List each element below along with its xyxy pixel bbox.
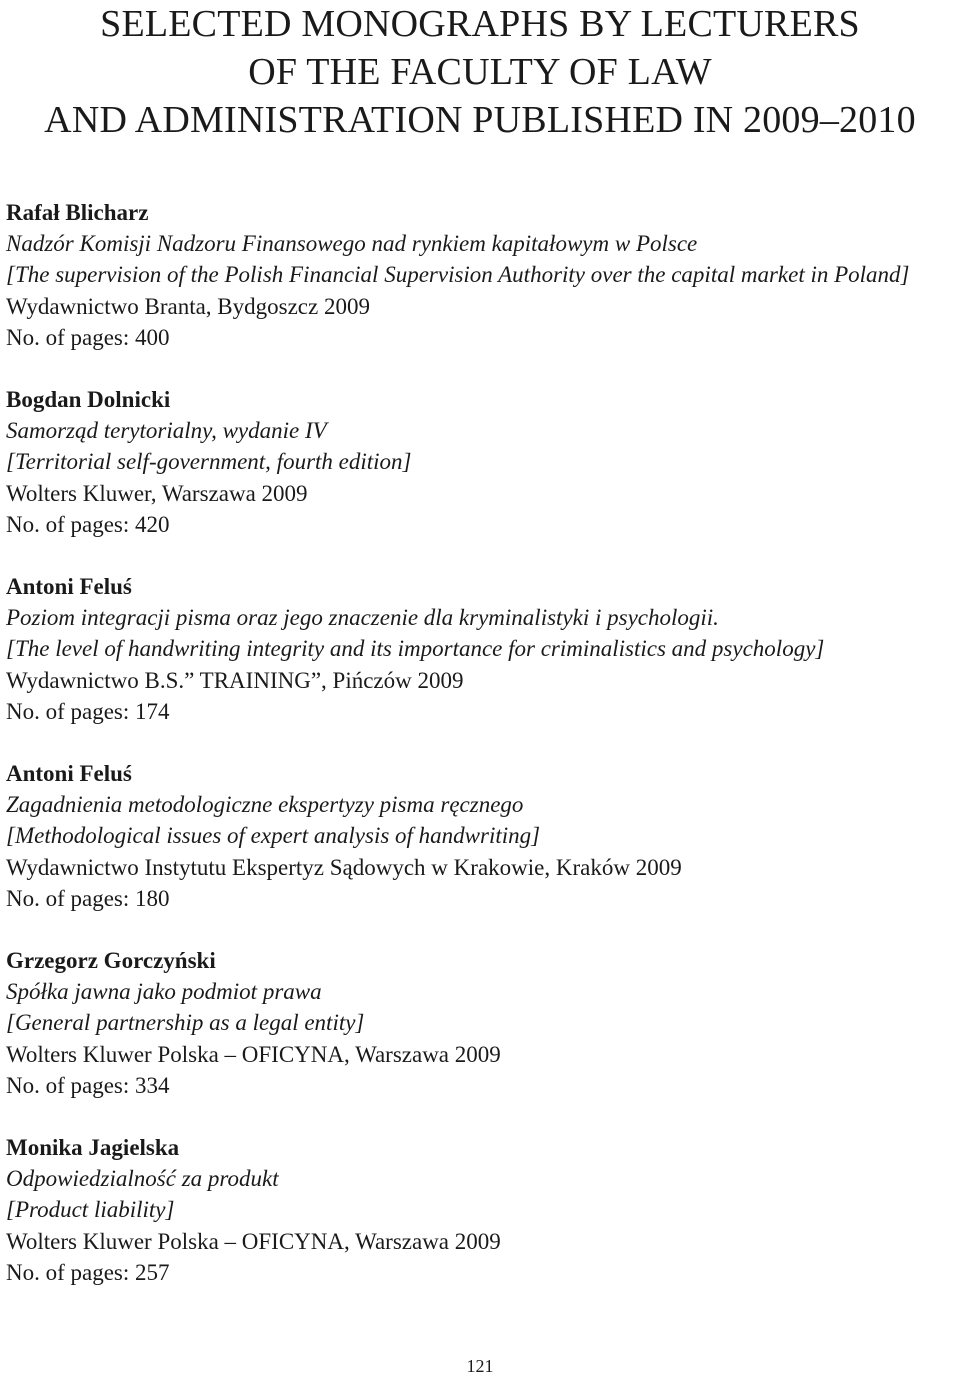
- entry-title-polish: Poziom integracji pisma oraz jego znaczenie dla kryminalistyki i psychologii.: [6, 605, 719, 631]
- entry-title-english: [The level of handwriting integrity and its importance for criminalistics and psychology]: [6, 636, 825, 662]
- entry-title-english: [Territorial self-government, fourth edition]: [6, 449, 412, 475]
- monograph-entry: [6, 758, 956, 914]
- entry-publisher: Wydawnictwo Branta, Bydgoszcz 2009: [6, 293, 370, 319]
- entry-publisher: Wydawnictwo Instytutu Ekspertyz Sądowych w Krakowie, Kraków 2009: [6, 854, 682, 880]
- monograph-entry: [6, 945, 956, 1101]
- entry-author: Grzegorz Gorczyński: [6, 948, 216, 974]
- entry-author: Bogdan Dolnicki: [6, 387, 171, 413]
- monograph-entry: [6, 571, 956, 727]
- page-title: [0, 0, 960, 144]
- entry-title-english: [General partnership as a legal entity]: [6, 1010, 365, 1036]
- entry-title-english: [Methodological issues of expert analysis of handwriting]: [6, 823, 541, 849]
- entry-publisher: Wolters Kluwer, Warszawa 2009: [6, 480, 308, 506]
- entry-title-polish: Zagadnienia metodologiczne ekspertyzy pisma ręcznego: [6, 792, 524, 818]
- entry-author: Antoni Feluś: [6, 761, 132, 787]
- page-number: 121: [466, 1356, 494, 1376]
- entry-title-polish: Spółka jawna jako podmiot prawa: [6, 979, 322, 1005]
- monograph-entry: [6, 1132, 956, 1288]
- entry-page-count: No. of pages: 420: [6, 511, 170, 537]
- page-title-line: SELECTED MONOGRAPHS BY LECTURERS: [100, 3, 860, 45]
- monograph-entry: [6, 384, 956, 540]
- monograph-entry: [6, 197, 956, 353]
- monograph-list: [6, 197, 956, 1319]
- entry-page-count: No. of pages: 180: [6, 885, 170, 911]
- entry-author: Monika Jagielska: [6, 1135, 180, 1161]
- entry-publisher: Wolters Kluwer Polska – OFICYNA, Warszawa 2009: [6, 1041, 501, 1067]
- entry-author: Antoni Feluś: [6, 574, 132, 600]
- entry-page-count: No. of pages: 257: [6, 1259, 170, 1285]
- entry-publisher: Wydawnictwo B.S.” TRAINING”, Pińczów 2009: [6, 667, 464, 693]
- page-title-line: AND ADMINISTRATION PUBLISHED IN 2009–2010: [44, 99, 916, 141]
- entry-author: Rafał Blicharz: [6, 200, 149, 225]
- page-title-line: OF THE FACULTY OF LAW: [248, 51, 712, 93]
- entry-page-count: No. of pages: 400: [6, 324, 170, 350]
- entry-title-polish: Nadzór Komisji Nadzoru Finansowego nad rynkiem kapitałowym w Polsce: [6, 231, 698, 257]
- entry-title-polish: Odpowiedzialność za produkt: [6, 1166, 279, 1192]
- entry-publisher: Wolters Kluwer Polska – OFICYNA, Warszawa 2009: [6, 1228, 501, 1254]
- entry-title-polish: Samorząd terytorialny, wydanie IV: [6, 418, 327, 444]
- entry-page-count: No. of pages: 174: [6, 698, 170, 724]
- entry-title-english: [The supervision of the Polish Financial Supervision Authority over the capital market in Poland]: [6, 262, 910, 288]
- entry-page-count: No. of pages: 334: [6, 1072, 170, 1098]
- entry-title-english: [Product liability]: [6, 1197, 175, 1223]
